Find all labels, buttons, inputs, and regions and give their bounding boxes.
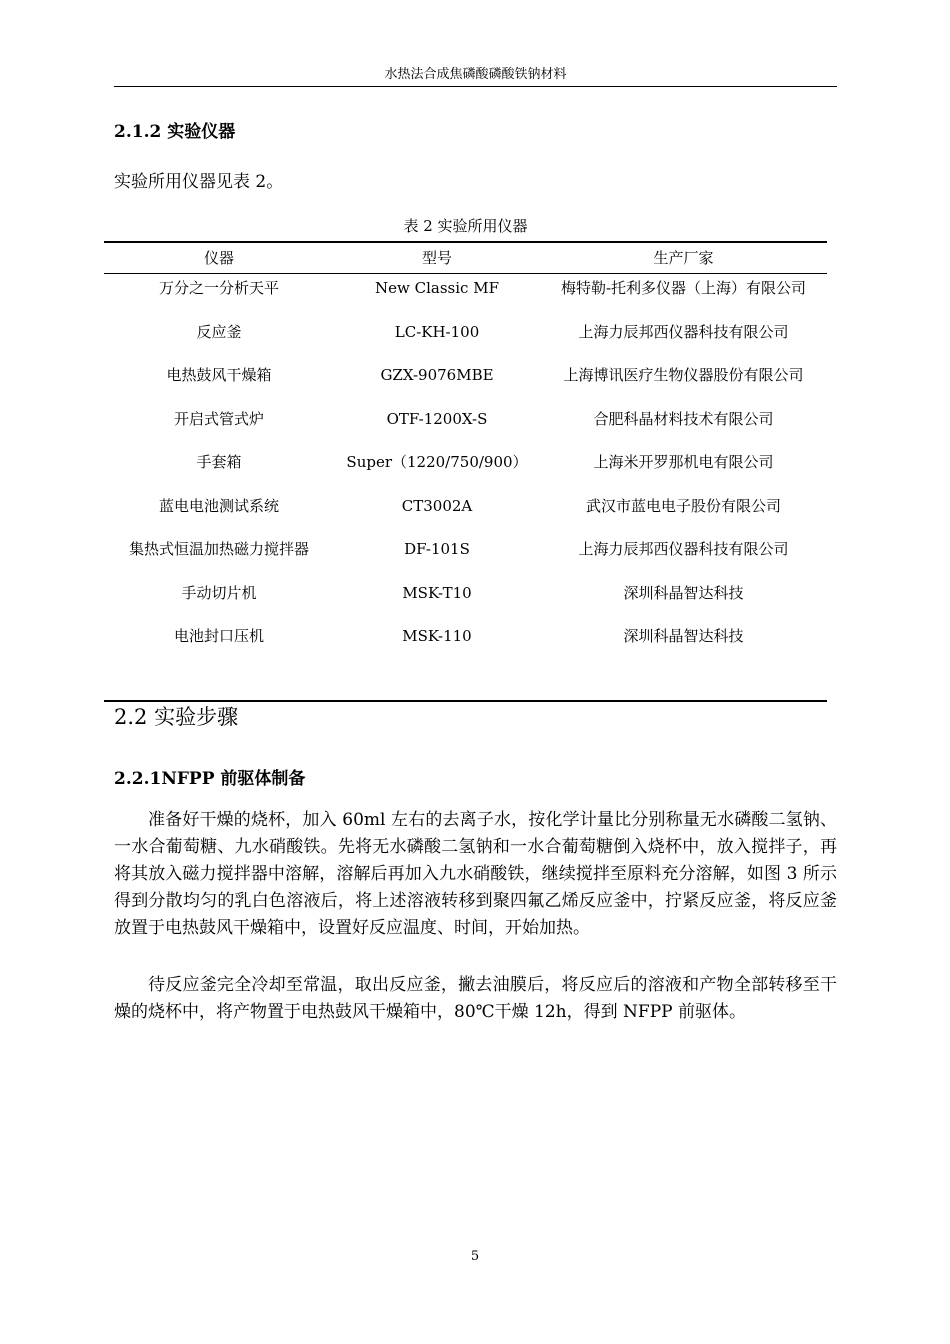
instrument-cell: 电池封口压机: [173, 627, 264, 645]
instrument-cell: 蓝电电池测试系统: [158, 496, 279, 515]
table-row: [104, 448, 827, 492]
model-cell: DF-101S: [404, 540, 470, 558]
manufacturer-cell: 武汉市蓝电电子股份有限公司: [585, 496, 781, 515]
manufacturer-cell: 上海力辰邦西仪器科技有限公司: [578, 322, 789, 341]
instrument-cell: 集热式恒温加热磁力搅拌器: [128, 540, 309, 558]
header-rule: [114, 86, 837, 87]
column-header-manufacturer: 生产厂家: [653, 249, 714, 267]
manufacturer-cell: 深圳科晶智达科技: [623, 627, 744, 645]
section-2-2-heading: 2.2 实验步骤: [114, 705, 239, 729]
manufacturer-cell: 梅特勒-托利多仪器（上海）有限公司: [560, 279, 807, 297]
model-cell: CT3002A: [401, 496, 473, 515]
instrument-cell: 万分之一分析天平: [158, 279, 279, 297]
instrument-table: [104, 241, 827, 702]
table-header-row: [104, 243, 827, 274]
table-row: [104, 361, 827, 405]
manufacturer-cell: 上海力辰邦西仪器科技有限公司: [578, 540, 789, 558]
column-header-instrument: 仪器: [203, 249, 234, 267]
instrument-cell: 开启式管式炉: [173, 409, 264, 428]
model-cell: MSK-T10: [402, 583, 472, 602]
model-cell: New Classic MF: [375, 279, 499, 297]
instrument-cell: 手套箱: [196, 453, 242, 471]
manufacturer-cell: 上海米开罗那机电有限公司: [593, 453, 774, 471]
instrument-cell: 电热鼓风干燥箱: [166, 366, 272, 384]
table-row: [104, 492, 827, 536]
manufacturer-cell: 上海博讯医疗生物仪器股份有限公司: [563, 366, 804, 384]
section-2-1-2-intro: 实验所用仪器见表 2。: [114, 172, 284, 192]
table-body: [104, 274, 827, 700]
body-paragraph: 待反应釜完全冷却至常温，取出反应釜，撇去油膜后，将反应后的溶液和产物全部转移至干燥的烧杯中，将产物置于电热鼓风干燥箱中，80℃干燥 12h，得到 NFPP 前驱体。: [114, 975, 837, 1022]
manufacturer-cell: 深圳科晶智达科技: [623, 583, 744, 602]
model-cell: Super（1220/750/900）: [346, 453, 528, 471]
model-cell: OTF-1200X-S: [386, 409, 488, 428]
column-header-model: 型号: [421, 249, 452, 267]
model-cell: GZX-9076MBE: [380, 366, 494, 384]
section-2-2-1-heading: 2.2.1NFPP 前驱体制备: [114, 769, 306, 789]
model-cell: MSK-110: [402, 627, 472, 645]
table-row: [104, 405, 827, 449]
instrument-cell: 反应釜: [196, 322, 242, 341]
table-row: [104, 318, 827, 362]
section-2-1-2-heading: 2.1.2 实验仪器: [114, 122, 236, 142]
table-caption: 表 2 实验所用仪器: [403, 217, 528, 235]
table-row: [104, 274, 827, 318]
table-row: [104, 535, 827, 579]
running-header: 水热法合成焦磷酸磷酸铁钠材料: [384, 67, 567, 82]
body-paragraph: 准备好干燥的烧杯，加入 60ml 左右的去离子水，按化学计量比分别称量无水磷酸二氢钠、一水合葡萄糖、九水硝酸铁。先将无水磷酸二氢钠和一水合葡萄糖倒入烧杯中，放入搅拌子，再将其放入磁力搅拌器中溶解，溶解后再加入九水硝酸铁，继续搅拌至原料充分溶解，如图 3 所示得到分散均匀的乳白色溶液后，将上述溶液转移到聚四氟乙烯反应釜中，拧紧反应釜，将反应釜放置于电热鼓风干燥箱中，设置好反应温度、时间，开始加热。: [114, 810, 837, 938]
table-row: [104, 622, 827, 666]
table-row: [104, 579, 827, 623]
model-cell: LC-KH-100: [394, 322, 480, 341]
instrument-cell: 手动切片机: [181, 583, 257, 602]
manufacturer-cell: 合肥科晶材料技术有限公司: [593, 409, 774, 428]
page-number: 5: [470, 1249, 480, 1264]
